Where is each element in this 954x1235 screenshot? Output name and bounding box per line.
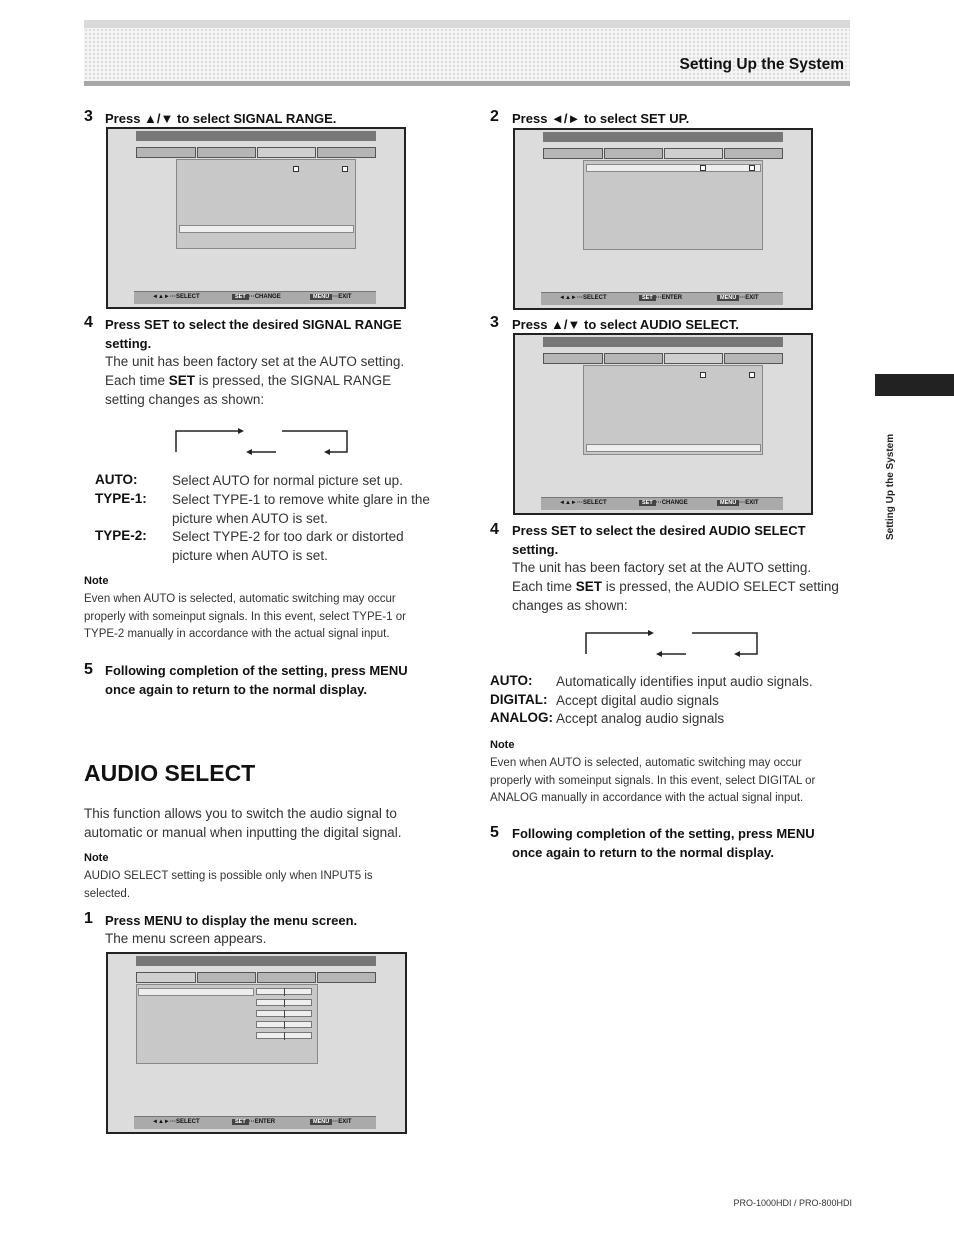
screen-panel xyxy=(583,160,763,250)
body-line: setting changes as shown: xyxy=(105,392,265,407)
help-exit: EXIT xyxy=(338,1119,352,1125)
help-dots: ··· xyxy=(332,294,339,300)
definition-term: ANALOG: xyxy=(490,710,553,725)
definition-desc: Automatically identifies input audio signals. xyxy=(556,674,813,689)
help-dots: ··· xyxy=(170,294,176,300)
header-rule-top xyxy=(84,20,850,28)
checkbox-icon xyxy=(749,165,755,171)
checkbox-icon xyxy=(342,166,348,172)
step-number: 2 xyxy=(490,108,499,125)
definition-term: DIGITAL: xyxy=(490,692,548,707)
menu-key: MENU xyxy=(310,1119,332,1125)
screen-help-bar: ◄▲► ···SELECT SET ···ENTER MENU ···EXIT xyxy=(541,292,783,305)
nav-arrows-icon: ◄▲► xyxy=(152,1119,170,1125)
definition-term: TYPE-2: xyxy=(95,528,147,543)
screen-tab-active xyxy=(257,147,316,158)
screen-highlight-row xyxy=(138,988,254,996)
step-number: 5 xyxy=(84,661,93,678)
screen-tab-active xyxy=(664,148,723,159)
screen-title-bar xyxy=(136,956,376,966)
step-heading: Press SET to select the desired SIGNAL RANGE setting. xyxy=(105,317,402,351)
body-line: Each time SET is pressed, the SIGNAL RANGE xyxy=(105,373,392,388)
menu-key: MENU xyxy=(717,295,739,301)
side-section-label: Setting Up the System xyxy=(885,433,896,540)
screen-tab xyxy=(543,353,603,364)
note-body: Even when AUTO is selected, automatic switching may occur properly with someinput signals. In this event, select DIGITAL or ANALOG manually in accordance with the actual signal input. xyxy=(490,757,816,804)
screen-highlight-row xyxy=(586,444,761,452)
help-change: CHANGE xyxy=(661,500,688,506)
help-exit: EXIT xyxy=(745,295,759,301)
menu-screen-set-up xyxy=(513,128,813,310)
help-select: SELECT xyxy=(583,500,607,506)
step-body: The unit has been factory set at the AUTO setting. Each time SET is pressed, the AUDIO SELECT setting changes as shown: xyxy=(512,560,839,613)
step-number: 4 xyxy=(490,521,499,538)
step-number: 4 xyxy=(84,314,93,331)
screen-tab-active xyxy=(664,353,723,364)
section-title: Setting Up the System xyxy=(679,56,844,73)
slider-slot xyxy=(256,999,312,1006)
help-enter: ENTER xyxy=(254,1119,276,1125)
nav-arrows-icon: ◄▲► xyxy=(559,295,577,301)
body-line: The unit has been factory set at the AUTO setting. xyxy=(105,354,405,369)
help-select: SELECT xyxy=(176,294,200,300)
step-number: 1 xyxy=(84,910,93,927)
checkbox-icon xyxy=(293,166,299,172)
screen-title-bar xyxy=(136,131,376,141)
screen-panel xyxy=(176,159,356,249)
definition-desc: picture when AUTO is set. xyxy=(172,548,328,563)
header-band xyxy=(84,20,850,84)
screen-tab xyxy=(604,148,663,159)
screen-tab xyxy=(543,148,603,159)
screen-highlight-row xyxy=(179,225,354,233)
help-select: SELECT xyxy=(176,1119,200,1125)
screen-panel xyxy=(583,365,763,455)
help-exit: EXIT xyxy=(745,500,759,506)
step-body: The menu screen appears. xyxy=(105,931,267,946)
screen-tab xyxy=(257,972,316,983)
screen-help-bar: ◄▲► ···SELECT SET ···ENTER MENU ···EXIT xyxy=(134,1116,376,1129)
step-heading: Press MENU to display the menu screen. xyxy=(105,913,358,928)
set-key: SET xyxy=(639,295,656,301)
cycle-diagram xyxy=(582,628,762,660)
note-heading: Note xyxy=(490,739,515,751)
note-heading: Note xyxy=(84,575,109,587)
note-body: Even when AUTO is selected, automatic switching may occur properly with someinput signals. In this event, select TYPE-1 or TYPE-2 manually in accordance with the actual signal input. xyxy=(84,593,406,640)
screen-tab xyxy=(197,147,256,158)
nav-arrows-icon: ◄▲► xyxy=(559,500,577,506)
help-exit: EXIT xyxy=(338,294,352,300)
definition-term: AUTO: xyxy=(95,472,138,487)
set-key: SET xyxy=(639,500,656,506)
definition-desc: picture when AUTO is set. xyxy=(172,511,328,526)
slider-slot xyxy=(256,988,312,995)
screen-title-bar xyxy=(543,132,783,142)
definition-term: TYPE-1: xyxy=(95,491,147,506)
note-heading: Note xyxy=(84,852,109,864)
note-body: AUDIO SELECT setting is possible only when INPUT5 is selected. xyxy=(84,870,373,900)
definition-desc: Accept digital audio signals xyxy=(556,693,719,708)
help-change: CHANGE xyxy=(254,294,281,300)
definition-desc: Select AUTO for normal picture set up. xyxy=(172,473,403,488)
step-body xyxy=(105,352,450,409)
side-tab-marker xyxy=(875,374,954,396)
set-key: SET xyxy=(232,294,249,300)
step-heading: Press ▲/▼ to select SIGNAL RANGE. xyxy=(105,111,337,126)
step-number: 3 xyxy=(84,108,93,125)
definition-desc: Accept analog audio signals xyxy=(556,711,725,726)
step-heading: Following completion of the setting, press MENU once again to return to the normal display. xyxy=(105,663,408,697)
set-key: SET xyxy=(232,1119,249,1125)
definition-term: AUTO: xyxy=(490,673,533,688)
screen-tab xyxy=(724,148,783,159)
menu-key: MENU xyxy=(310,294,332,300)
definition-desc: Select TYPE-1 to remove white glare in the xyxy=(172,492,430,507)
screen-tab xyxy=(197,972,256,983)
screen-help-bar: ◄▲► ···SELECT SET ···CHANGE MENU ···EXIT xyxy=(541,497,783,510)
step-heading: Press ◄/► to select SET UP. xyxy=(512,111,690,126)
screen-tab xyxy=(317,972,376,983)
step-number: 5 xyxy=(490,824,499,841)
menu-key: MENU xyxy=(717,500,739,506)
screen-tab xyxy=(724,353,783,364)
screen-tab xyxy=(317,147,376,158)
menu-screen-signal-range xyxy=(106,127,406,309)
help-dots: ··· xyxy=(248,294,255,300)
checkbox-icon xyxy=(700,165,706,171)
definition-desc: Select TYPE-2 for too dark or distorted xyxy=(172,529,404,544)
nav-arrows-icon: ◄▲► xyxy=(152,294,170,300)
slider-slot xyxy=(256,1010,312,1017)
model-footer: PRO-1000HDI / PRO-800HDI xyxy=(733,1198,852,1208)
screen-help-bar xyxy=(134,291,376,304)
screen-tab-active xyxy=(136,972,196,983)
page-title: AUDIO SELECT xyxy=(84,760,256,786)
checkbox-icon xyxy=(700,372,706,378)
menu-screen-audio-select xyxy=(513,333,813,515)
checkbox-icon xyxy=(749,372,755,378)
help-select: SELECT xyxy=(583,295,607,301)
screen-highlight-row xyxy=(586,164,761,172)
screen-tab xyxy=(604,353,663,364)
cycle-diagram xyxy=(172,426,352,458)
step-heading: Press ▲/▼ to select AUDIO SELECT. xyxy=(512,317,739,332)
slider-slot xyxy=(256,1032,312,1039)
screen-tab xyxy=(136,147,196,158)
help-enter: ENTER xyxy=(661,295,683,301)
step-heading: Press SET to select the desired AUDIO SELECT setting. xyxy=(512,523,806,557)
slider-slot xyxy=(256,1021,312,1028)
intro-paragraph: This function allows you to switch the audio signal to automatic or manual when inputting the digital signal. xyxy=(84,806,402,840)
header-rule-bottom xyxy=(84,81,850,86)
step-number: 3 xyxy=(490,314,499,331)
step-heading: Following completion of the setting, press MENU once again to return to the normal display. xyxy=(512,826,815,860)
screen-title-bar xyxy=(543,337,783,347)
menu-screen-main xyxy=(106,952,407,1134)
